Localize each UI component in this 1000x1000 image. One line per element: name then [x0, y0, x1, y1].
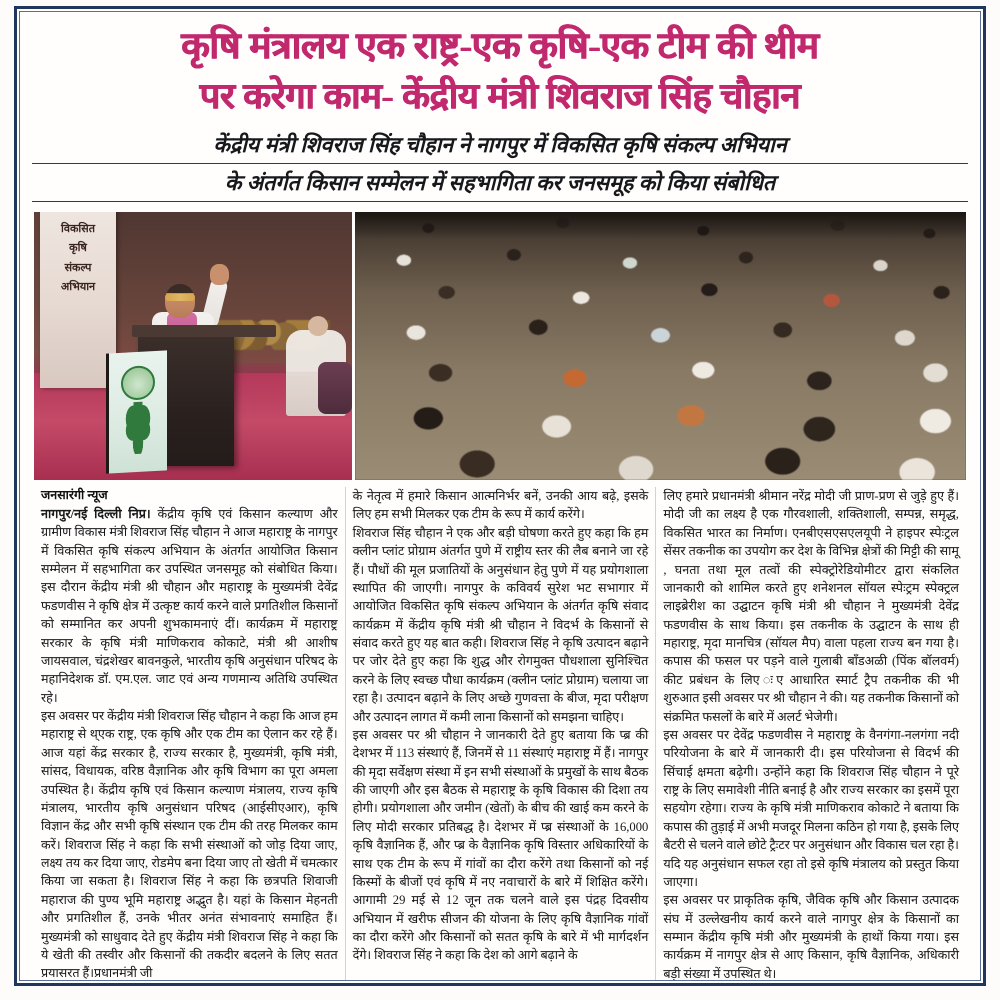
speaker-glasses	[165, 294, 195, 301]
paragraph	[41, 505, 338, 707]
paragraph: लिए हमारे प्रधानमंत्री श्रीमान नरेंद्र मोदी जी प्राण-प्रण से जुड़े हुए हैं। मोदी जी का लक्ष्य है एक गौरवशाली, शक्तिशाली, सम्पन्न, समृद्ध, विकसित भारत का निर्माण। एनबीएसएसएलयूपी ने हाइपर स्पेःट्रल सेंसर तकनीक का उपयोग कर देश के विभिन्न क्षेत्रों की मिट्टी की सामू , घनता तथा मूल तत्वों की स्पेक्ट्रोरेडियोमीटर द्वारा संकलित जानकारी को शामिल करते हुए शनेशनल सॉयल स्पेःट्रम स्पेक्ट्रल लाइब्रेरीश का उद्घाटन कृषि मंत्री श्री चौहान ने मुख्यमंत्री देवेंद्र फडणवीस के साथ किया। इस तकनीक के उद्घाटन के साथ ही महाराष्ट्र, मृदा मानचित्र (सॉयल मैप) वाला पहला राज्य बन गया है। कपास की फसल पर पड़ने वाले गुलाबी बॉंडअळी (पिंक बॉलवर्म) कीट प्रबंधन के लिए ःए आधारित स्मार्ट ट्रैप तकनीक की भी शुरुआत इसी अवसर पर श्री चौहान ने की। यह तकनीक किसानों को संक्रमित फसलों के बारे में अलर्ट भेजेगी।	[663, 489, 959, 724]
paragraph-text: केंद्रीय कृषि एवं किसान कल्याण और ग्रामीण विकास मंत्री शिवराज सिंह चौहान ने आज महाराष्ट्र के नागपुर में विकसित कृषि संकल्प अभियान के अंतर्गत आयोजित किसान सम्मेलन में सहभागिता कर उपस्थित जनसमूह को संबोधित किया। इस दौरान केंद्रीय मंत्री श्री चौहान और महाराष्ट्र के मुख्यमंत्री देवेंद्र फडणवीस ने कृषि क्षेत्र में उत्कृष्ट कार्य करने वाले प्रगतिशील किसानों को सम्मानित कर अपनी शुभकामनाएं दीं। कार्यक्रम में महाराष्ट्र सरकार के कृषि मंत्री माणिकराव कोकाटे, मंत्री श्री आशीष जायसवाल, चंद्रशेखर बावनकुले, भारतीय कृषि अनुसंधान परिषद के महानिदेशक डॉ. एम.एल. जाट एवं अन्य गणमान्य अतिथि उपस्थित रहे।	[41, 506, 338, 705]
clipping-inner-area	[19, 11, 981, 981]
column-3-text	[663, 487, 959, 981]
column-1-text	[41, 505, 338, 981]
dateline: नागपुर/नई दिल्ली निप्र।	[41, 506, 151, 521]
clipping-border-frame	[14, 6, 986, 986]
paragraph: इस अवसर पर केंद्रीय मंत्री शिवराज सिंह चौहान ने कहा कि आज हम महाराष्ट्र से थ्एक राष्ट्र, एक कृषि और एक टीम का ऐलान कर रहे हैं। आज यहां केंद्र सरकार है, राज्य सरकार है, मुख्यमंत्री, कृषि मंत्री, सांसद, विधायक, वरिष्ठ वैज्ञानिक और कृषि विभाग का पूरा अमला उपस्थित है। केंद्रीय कृषि एवं किसान कल्याण मंत्रालय, राज्य कृषि मंत्रालय, भारतीय कृषि अनुसंधान परिषद (आईसीएआर), कृषि विज्ञान केंद्र और सभी कृषि संस्थान एक टीम की तरह मिलकर काम करें। शिवराज सिंह ने कहा कि सभी संस्थाओं को जोड़ दिया जाए, लक्ष्य तय कर दिया जाए, रोडमेप बना दिया जाए तो खेती में चमत्कार किया जा सकता है। शिवराज सिंह ने कहा कि छत्रपति शिवाजी महाराज की पुण्य भूमि महाराष्ट्र अद्भुत है। यहां के किसान मेहनती और प्रगतिशील हैं, उनके भीतर अनंत संभावनाएं समाहित हैं। मुख्यमंत्री को साधुवाद देते हुए केंद्रीय मंत्री शिवराज सिंह ने कहा कि ये खेती की तस्वीर और किसानों की तकदीर बदलने के लिए सतत प्रयासरत हैं।प्रधानमंत्री जी	[41, 709, 338, 981]
main-headline	[30, 18, 970, 123]
paragraph: इस अवसर पर देवेंद्र फडणवीस ने महाराष्ट्र के वैनगंगा-नलगंगा नदी परियोजना के बारे में जानकारी दी। इस परियोजना से विदर्भ की सिंचाई क्षमता बढ़ेगी। उन्होंने कहा कि शिवराज सिंह चौहान ने पूरे राष्ट्र के लिए समावेशी नीति बनाई है और राज्य सरकार का इसमें पूरा सहयोग रहेगा। राज्य के कृषि मंत्री माणिकराव कोकाटे ने बताया कि कपास की तुड़ाई में अभी मजदूर मिलना कठिन हो गया है, इसके लिए बैटरी से चलने वाले छोटे ट्रैःटर पर अनुसंधान और विकास चल रहा है। यदि यह अनुसंधान सफल रहा तो इसे कृषि मंत्रालय को प्रस्तुत किया जाएगा।	[663, 727, 959, 889]
headline-line-1: कृषि मंत्रालय एक राष्ट्र-एक कृषि-एक टीम की थीम	[181, 26, 819, 67]
banner-line-3: अभियान	[60, 280, 96, 293]
wheat-sheaf-icon	[123, 401, 153, 455]
crowd-texture	[355, 212, 966, 480]
photo-strip	[34, 212, 966, 480]
text-column-2	[345, 487, 656, 981]
paragraph: शिवराज सिंह चौहान ने एक और बड़ी घोषणा करते हुए कहा कि हम क्लीन प्लांट प्रोग्राम अंतर्गत पुणे में राष्ट्रीय स्तर की लैब बनाने जा रहे हैं। पौधों की मूल प्रजातियों के अनुसंधान हेतु पुणे में यह प्रयोगशाला स्थापित की जाएगी। नागपुर के कविवर्य सुरेश भट सभागार में आयोजित विकसित कृषि संकल्प अभियान के अंतर्गत कृषि संवाद कार्यक्रम में केंद्रीय कृषि मंत्री श्री चौहान ने विदर्भ के किसानों से संवाद करते हुए यह बात कही। शिवराज सिंह ने कृषि उत्पादन बढ़ाने पर जोर देते हुए कहा कि शुद्ध और रोगमुक्त पौधशाला सुनिश्चित करने के लिए स्वच्छ पौधा कार्यक्रम (क्लीन प्लांट प्रोग्राम) चलाया जा रहा है। उत्पादन बढ़ाने के लिए अच्छे गुणवत्ता के बीज, मृदा परीक्षण और उत्पादन लागत में कमी लाना किसानों को समझना चाहिए।	[352, 525, 649, 724]
speaker-hand	[210, 264, 229, 285]
event-banner	[40, 212, 116, 388]
subheadline-line-2: के अंतर्गत किसान सम्मेलन में सहभागिता कर जनसमूह को किया संबोधित	[32, 167, 968, 202]
article-body	[34, 487, 966, 981]
column-2-text	[353, 487, 649, 965]
headline-line-2: पर करेगा काम- केंद्रीय मंत्री शिवराज सिंह चौहान	[199, 75, 801, 116]
podium-logo-panel	[106, 350, 167, 473]
sub-headline	[30, 123, 970, 207]
banner-line-1: कृषि	[69, 242, 87, 255]
banner-line-2: संकल्प	[64, 261, 92, 274]
government-emblem-icon	[121, 365, 155, 401]
paragraph: के नेतृत्व में हमारे किसान आत्मनिर्भर बनें, उनकी आय बढ़े, इसके लिए हम सभी मिलकर एक टीम के रूप में कार्य करेंगे।	[352, 489, 649, 522]
paragraph: इस अवसर पर प्राकृतिक कृषि, जैविक कृषि और किसान उत्पादक संघ में उल्लेखनीय कार्य करने वाले नागपुर क्षेत्र के किसानों का सम्मान केंद्रीय कृषि मंत्री और मुख्यमंत्री के हाथों किया गया। इस कार्यक्रम में नागपुर क्षेत्र से आए किसान, कृषि वैज्ञानिक, अधिकारी बड़ी संख्या में उपस्थित थे।	[663, 893, 959, 981]
photo-audience-crowd	[355, 212, 966, 480]
seated-guest-secondary	[318, 362, 352, 414]
seated-guest-head	[308, 316, 328, 336]
text-column-1	[34, 487, 345, 981]
crowd-hall-shadow	[355, 212, 966, 239]
podium-top-ledge	[132, 325, 276, 337]
text-column-3	[655, 487, 966, 981]
event-banner-text	[40, 220, 116, 297]
byline-agency: जनसारंगी न्यूज	[41, 488, 108, 503]
banner-line-0: विकसित	[61, 223, 95, 236]
paragraph: इस अवसर पर श्री चौहान ने जानकारी देते हुए बताया कि प्ब्र की देशभर में 113 संस्थाएं हैं, जिनमें से 11 संस्थाएं महाराष्ट्र में हैं। नागपुर की मृदा सर्वेक्षण संस्था में इन सभी संस्थाओं के प्रमुखों के साथ बैठक की जाएगी और इस बैठक से महाराष्ट्र के कृषि विकास की दिशा तय होगी। प्रयोगशाला और जमीन (खेतों) के बीच की खाई कम करने के लिए मोदी सरकार प्रतिबद्ध है। देशभर में प्ब्र संस्थाओं के 16,000 कृषि वैज्ञानिक हैं, और प्ब्र के वैज्ञानिक कृषि विस्तार अधिकारियों के साथ एक टीम के रूप में गांवों का दौरा करेंगे तथा किसानों को नई किस्मों के बीजों एवं कृषि में नए नवाचारों के बारे में शिक्षित करेंगे। आगामी 29 मई से 12 जून तक चलने वाले इस पंद्रह दिवसीय अभियान में खरीफ सीजन की योजना के लिए कृषि वैज्ञानिक गांवों का दौरा करेंगे और किसानों को सतत कृषि के बारे में भी मार्गदर्शन देंगे। शिवराज सिंह ने कहा कि देश को आगे बढ़ाने के	[352, 727, 649, 963]
speaker-head	[165, 284, 195, 318]
subheadline-line-1: केंद्रीय मंत्री शिवराज सिंह चौहान ने नागपुर में विकसित कृषि संकल्प अभियान	[32, 129, 968, 164]
photo-minister-at-podium	[34, 212, 352, 480]
